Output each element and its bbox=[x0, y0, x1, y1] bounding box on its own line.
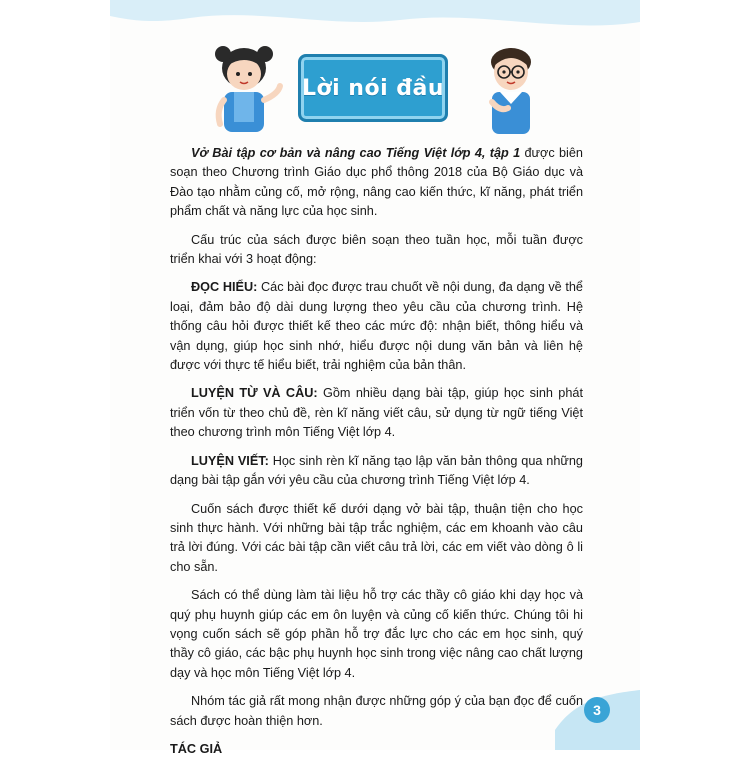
page-title: Lời nói đầu bbox=[301, 75, 445, 101]
book-title-text: Vở Bài tập cơ bản và nâng cao Tiếng Việt lớp 4, tập 1 bbox=[191, 146, 521, 160]
paragraph-closing: Nhóm tác giả rất mong nhận được những góp ý của bạn đọc để cuốn sách được hoàn thiện hơn. bbox=[170, 694, 583, 728]
paragraph-luyen-tu-va-cau bbox=[170, 384, 583, 442]
page-number: 3 bbox=[584, 697, 610, 723]
section-label-luyen-viet: LUYỆN VIẾT: bbox=[191, 453, 269, 468]
section-text-luyen-tu-va-cau: Gồm nhiều dạng bài tập, giúp học sinh phát triển vốn từ theo chủ đề, rèn kĩ năng viết câu, sử dụng từ ngữ tiếng Việt theo chương trình môn Tiếng Việt lớp 4. bbox=[170, 386, 583, 440]
author-signature: TÁC GIẢ bbox=[170, 741, 223, 756]
top-wave-decoration bbox=[0, 0, 750, 60]
girl-character-icon bbox=[208, 44, 290, 136]
boy-with-glasses-character-icon bbox=[478, 42, 544, 138]
paragraph-luyen-viet bbox=[170, 452, 583, 491]
paragraph-intro-text: được biên soạn theo Chương trình Giáo dục phổ thông 2018 của Bộ Giáo dục và Đào tạo nhằm củng cố, mở rộng, nâng cao kiến thức, kĩ năng, phát triển phẩm chất và năng lực của học sinh. bbox=[170, 146, 583, 219]
section-label-luyen-tu-va-cau: LUYỆN TỪ VÀ CÂU: bbox=[191, 386, 318, 401]
page-margin-right bbox=[640, 0, 750, 750]
title-banner bbox=[298, 54, 448, 122]
paragraph-structure: Cấu trúc của sách được biên soạn theo tuần học, mỗi tuần được triển khai với 3 hoạt động: bbox=[170, 232, 583, 267]
section-text-doc-hieu: Các bài đọc được trau chuốt về nội dung, đa dạng về thể loại, đảm bảo độ dài dung lượng theo yêu cầu của chương trình. Hệ thống câu hỏi được thiết kế theo các mức độ: nhận biết, thông hiểu và vận dụng, giúp học sinh nhớ, hiểu được nội dung văn bản và liên hệ được với thực tế hiểu biết, trải nghiệm của bản thân. bbox=[170, 280, 583, 373]
paragraph-usage: Sách có thể dùng làm tài liệu hỗ trợ các thầy cô giáo khi dạy học và quý phụ huynh giúp các em ôn luyện và củng cố kiến thức. Chúng tôi hi vọng cuốn sách sẽ góp phần hỗ trợ đắc lực cho các em học sinh, quý thầy cô giáo, các bậc phụ huynh học sinh trong việc nâng cao chất lượng dạy và học môn Tiếng Việt lớp 4. bbox=[170, 588, 583, 680]
paragraph-intro bbox=[170, 144, 583, 222]
paragraph-design: Cuốn sách được thiết kế dưới dạng vở bài tập, thuận tiện cho học sinh thực hành. Với những bài tập trắc nghiệm, các em khoanh vào câu trả lời đúng. Với các bài tập cần viết câu trả lời, các em viết vào dòng ô li cho sẵn. bbox=[170, 501, 583, 574]
section-text-luyen-viet: Học sinh rèn kĩ năng tạo lập văn bản thông qua những dạng bài tập gắn với yêu cầu của chương trình Tiếng Việt lớp 4. bbox=[170, 453, 583, 488]
section-label-doc-hieu: ĐỌC HIỂU: bbox=[191, 280, 258, 295]
paragraph-doc-hieu bbox=[170, 278, 583, 375]
preface-body bbox=[170, 144, 583, 768]
